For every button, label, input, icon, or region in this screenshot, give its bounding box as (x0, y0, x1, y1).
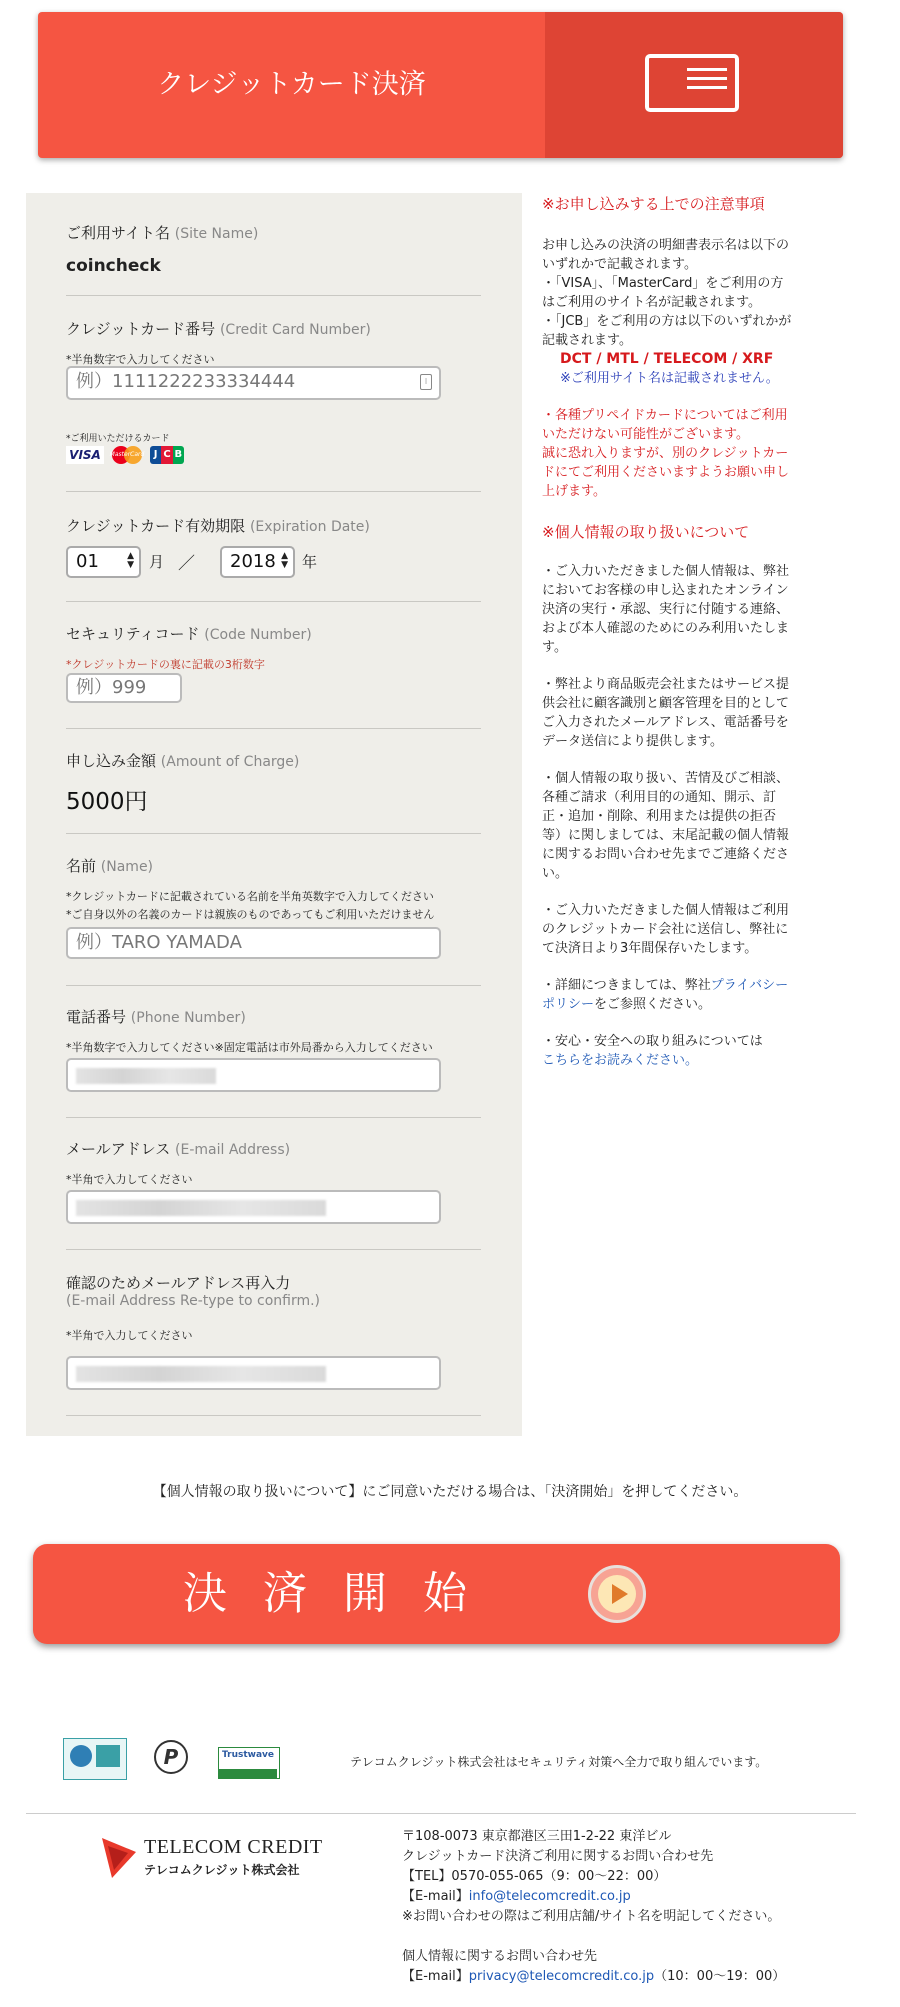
security-code-input[interactable]: 例）999 (66, 673, 182, 703)
email-label: メールアドレス (66, 1140, 171, 1158)
expiration-section (66, 515, 481, 536)
email-confirm-label: 確認のためメールアドレス再入力 (66, 1274, 291, 1292)
privacy-heading: ※個人情報の取り扱いについて (542, 523, 750, 541)
mastercard-logo: MasterCard (108, 446, 146, 464)
page-header (38, 12, 843, 158)
expiration-month-select[interactable]: 01 ▲ ▼ (66, 546, 141, 578)
phone-section (66, 1006, 481, 1055)
start-payment-label: 決済開始 (183, 1568, 503, 1619)
phone-label-en: (Phone Number) (130, 1010, 246, 1026)
safety-info-link[interactable]: こちらをお読みください。 (542, 1053, 699, 1068)
name-label: 名前 (66, 857, 97, 875)
name-input[interactable]: 例）TARO YAMADA (66, 927, 441, 959)
email-confirm-section (66, 1272, 481, 1343)
privacy-policy-link[interactable]: プライバシーポリシー (542, 978, 789, 1012)
start-payment-button[interactable] (33, 1544, 840, 1644)
email-note: *半角で入力してください (66, 1173, 193, 1186)
name-note-2: *ご自身以外の名義のカードは親族のものであってもご利用いただけません (66, 908, 435, 921)
site-name-not-shown-note: ※ご利用サイト名は記載されません。 (560, 371, 779, 386)
keypad-icon: ⁝ (420, 374, 432, 390)
contact-tel: 【TEL】0570-055-065（9：00～22：00） (402, 1869, 667, 1884)
statement-codes: DCT / MTL / TELECOM / XRF (560, 351, 774, 367)
privacy-email-link[interactable]: privacy@telecomcredit.co.jp (468, 1969, 655, 1984)
select-arrows-icon: ▲ ▼ (281, 551, 288, 570)
email-confirm-note: *半角で入力してください (66, 1329, 193, 1342)
date-separator: ／ (178, 554, 195, 574)
name-note-1: *クレジットカードに記載されている名前を半角英数字で入力してください (66, 890, 434, 903)
year-unit: 年 (302, 553, 318, 571)
divider (66, 491, 481, 492)
security-seal-badge (63, 1738, 127, 1780)
divider (66, 833, 481, 834)
card-number-input[interactable]: 例）1111222233334444 (66, 366, 441, 400)
page-title: クレジットカード決済 (157, 69, 426, 100)
consent-text: 【個人情報の取り扱いについて】にご同意いただける場合は、「決済開始」を押してください。 (152, 1484, 748, 1500)
address-line: 〒108-0073 東京都港区三田1-2-22 東洋ビル (402, 1829, 672, 1844)
telecom-credit-logo (102, 1836, 362, 1880)
prepaid-note-1: ・各種プリペイドカードについてはご利用いただけない可能性がございます。 (542, 408, 788, 442)
company-name-en: TELECOM CREDIT (144, 1836, 323, 1858)
privacy-text-6: ・安心・安全への取り組みについては こちらをお読みください。 (542, 1034, 763, 1068)
header-icon-panel (545, 12, 843, 158)
privacy-text-4: ・ご入力いただきました個人情報はご利用のクレジットカード会社に送信し、弊社にて決済日より3年間保存いたします。 (542, 903, 790, 956)
divider (66, 1249, 481, 1250)
amount-label-en: (Amount of Charge) (160, 754, 300, 770)
logo-mark-icon (102, 1838, 136, 1878)
security-code-section (66, 623, 481, 672)
divider (66, 1415, 481, 1416)
email-section (66, 1138, 481, 1187)
site-name-label: ご利用サイト名 (66, 224, 170, 242)
contact-email-link[interactable]: info@telecomcredit.co.jp (468, 1889, 631, 1904)
privacy-text-5: ・詳細につきましては、弊社プライバシーポリシーをご参照ください。 (542, 978, 789, 1012)
divider (66, 1117, 481, 1118)
contact-heading: クレジットカード決済ご利用に関するお問い合わせ先 (402, 1849, 714, 1864)
email-confirm-label-en: (E-mail Address Re-type to confirm.) (66, 1293, 321, 1309)
email-label-en: (E-mail Address) (175, 1142, 291, 1158)
contact-note: ※お問い合わせの際はご利用店舗/サイト名を明記してください。 (402, 1909, 781, 1924)
phone-label: 電話番号 (66, 1008, 127, 1026)
play-icon (588, 1565, 646, 1623)
amount-section (66, 750, 481, 816)
footer-divider (26, 1813, 856, 1814)
expiration-label: クレジットカード有効期限 (66, 517, 246, 535)
email-confirm-input[interactable] (66, 1356, 441, 1390)
trustwave-badge: Trustwave (218, 1747, 280, 1779)
notice-heading: ※お申し込みする上での注意事項 (542, 195, 765, 213)
name-section (66, 855, 481, 922)
privacy-text-1: ・ご入力いただきました個人情報は、弊社においてお客様の申し込まれたオンライン決済の実行・承認、実行に付随する連絡、および本人確認のためにのみ利用いたします。 (542, 564, 790, 655)
security-code-label: セキュリティコード (66, 625, 200, 643)
security-code-note: *クレジットカードの裏に記載の3桁数字 (66, 658, 265, 671)
contact-info: 〒108-0073 東京都港区三田1-2-22 東洋ビル クレジットカード決済ご利用に関するお問い合わせ先 【TEL】0570-055-065（9：00～22：00） 【E-mail】info@telecomcredit.co.jp ※お問い合わせの際はご利用店舗/サイト名を明記してください。 個人情報に関するお問い合わせ先 【E-mail】privacy@telecomcredit.co.jp（10：00～19：00） (402, 1829, 786, 1984)
email-input[interactable] (66, 1190, 441, 1224)
privacy-contact-heading: 個人情報に関するお問い合わせ先 (402, 1949, 598, 1964)
card-number-note: *半角数字で入力してください (66, 353, 215, 366)
month-unit: 月 (149, 553, 165, 571)
amount-value: 5000円 (66, 789, 148, 815)
jcb-logo: J C B (150, 446, 184, 464)
divider (66, 295, 481, 296)
phone-note: *半角数字で入力してください※固定電話は市外局番から入力してください (66, 1041, 433, 1054)
notice-text-3: ・「JCB」をご利用の方は以下のいずれかが記載されます。 (542, 314, 792, 348)
amount-label: 申し込み金額 (66, 752, 157, 770)
select-arrows-icon: ▲ ▼ (127, 551, 134, 570)
expiration-label-en: (Expiration Date) (249, 519, 370, 535)
site-name-section (66, 222, 481, 276)
visa-logo: VISA (66, 446, 104, 464)
notice-column (542, 195, 792, 1070)
accepted-cards-note: *ご利用いただけるカード (66, 434, 170, 444)
privacy-text-2: ・弊社より商品販売会社またはサービス提供会社に顧客識別と顧客管理を目的としてご入力されたメールアドレス、電話番号をデータ送信により提供します。 (542, 677, 790, 749)
name-label-en: (Name) (100, 859, 154, 875)
card-number-label: クレジットカード番号 (66, 320, 216, 338)
divider (66, 985, 481, 986)
card-brand-logos (66, 444, 184, 466)
site-name-value: coincheck (66, 256, 161, 276)
company-name-ja: テレコムクレジット株式会社 (144, 1863, 300, 1877)
card-number-label-en: (Credit Card Number) (219, 322, 371, 338)
notice-text-2: ・「VISA」、「MasterCard」をご利用の方はご利用のサイト名が記載されます。 (542, 276, 784, 310)
expiration-year-select[interactable]: 2018 ▲ ▼ (220, 546, 295, 578)
site-name-label-en: (Site Name) (174, 226, 259, 242)
credit-card-icon (645, 54, 739, 112)
payment-form (26, 193, 522, 1436)
security-code-label-en: (Code Number) (204, 627, 312, 643)
divider (66, 601, 481, 602)
privacy-mark-badge: P (150, 1734, 192, 1782)
divider (66, 728, 481, 729)
security-statement: テレコムクレジット株式会社はセキュリティ対策へ全力で取り組んでいます。 (350, 1755, 768, 1769)
phone-input[interactable] (66, 1058, 441, 1092)
card-number-section (66, 318, 481, 367)
privacy-text-3: ・個人情報の取り扱い、苦情及びご相談、各種ご請求（利用目的の通知、開示、訂正・追加・削除、利用または提供の拒否等）に関しましては、末尾記載の個人情報に関するお問い合わせ先までご連絡ください。 (542, 771, 790, 881)
notice-text-1: お申し込みの決済の明細書表示名は以下のいずれかで記載されます。 (542, 238, 790, 272)
prepaid-note-2: 誠に恐れ入りますが、別のクレジットカードにてご利用くださいますようお願い申し上げます。 (542, 446, 790, 499)
